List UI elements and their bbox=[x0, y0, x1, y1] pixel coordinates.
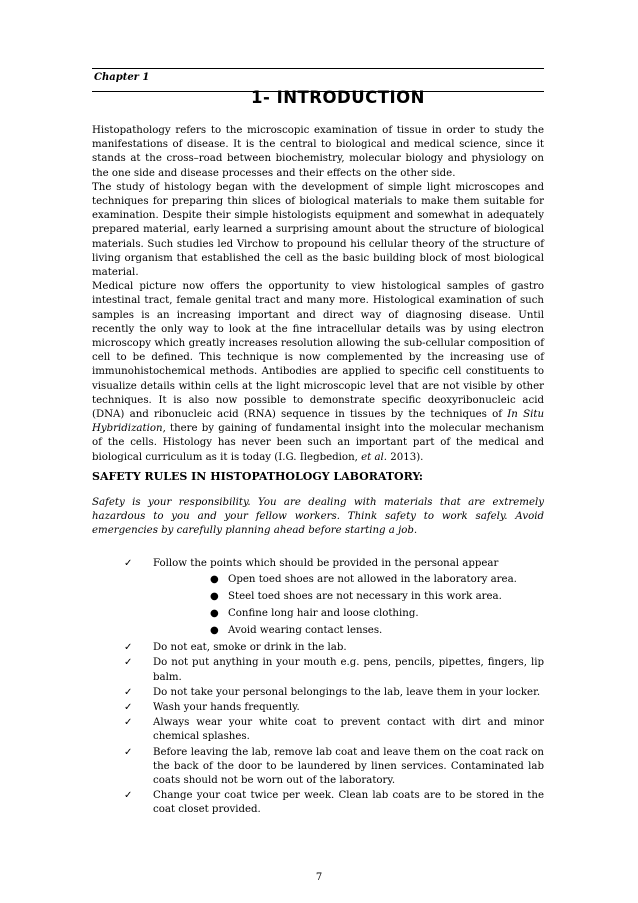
sub-item-text: Steel toed shoes are not necessary in this work area. bbox=[228, 591, 502, 603]
check-mark-icon: ✓ bbox=[124, 558, 133, 569]
paragraph-3-part-c: 2013). bbox=[387, 451, 424, 463]
rule-text: Wash your hands frequently. bbox=[153, 702, 300, 714]
bullet-dot-icon: ● bbox=[210, 574, 219, 586]
check-mark-icon: ✓ bbox=[124, 702, 133, 714]
check-mark-icon: ✓ bbox=[124, 717, 133, 729]
sub-list-item bbox=[153, 573, 544, 587]
paragraph-3 bbox=[92, 280, 544, 465]
safety-rules-list bbox=[124, 557, 544, 819]
et-al-term: et al. bbox=[361, 451, 388, 463]
bullet-dot-icon: ● bbox=[210, 608, 219, 620]
rule-text: Do not take your personal belongings to the lab, leave them in your locker. bbox=[153, 686, 541, 698]
sub-item-text: Avoid wearing contact lenses. bbox=[228, 625, 383, 637]
rule-text: Change your coat twice per week. Clean lab coats are to be stored in the coat closet provided. bbox=[153, 790, 544, 816]
sub-item-text: Open toed shoes are not allowed in the laboratory area. bbox=[228, 574, 517, 586]
in-situ-hybridization-term: In Situ Hybridization bbox=[92, 409, 544, 435]
sub-list-item bbox=[153, 607, 544, 621]
sub-item-text: Confine long hair and loose clothing. bbox=[228, 608, 419, 620]
check-mark-icon: ✓ bbox=[124, 657, 133, 669]
list-item bbox=[124, 701, 544, 715]
rule-text: Always wear your white coat to prevent contact with dirt and minor chemical splashes. bbox=[153, 717, 544, 743]
sub-list bbox=[153, 573, 544, 638]
rule-text: Before leaving the lab, remove lab coat and leave them on the coat rack on the back of the door to be laundered by linen services. Contaminated lab coats should not be worn out of the laboratory. bbox=[153, 746, 544, 787]
list-item bbox=[124, 656, 544, 684]
page-title: 1- INTRODUCTION bbox=[251, 88, 425, 107]
paragraph-3-part-a: Medical picture now offers the opportunity to view histological samples of gastro intestinal tract, female genital tract and many more. Histological examination of such samples is an increasing important and direct way of diagnosing disease. Until recently the only way to look at the fine intracellular details was by using electron microscopy which greatly increases resolution allowing the sub-cellular composition of cell to be defined. This technique is now complemented by the increasing use of immunohistochemical methods. Antibodies are applied to specific cell constituents to visualize details within cells at the light microscopic level that are not visible by other techniques. It is also now possible to demonstrate specific deoxyribonucleic acid (DNA) and ribonucleic acid (RNA) sequence in tissues by the techniques of bbox=[92, 281, 544, 421]
rule-text: Follow the points which should be provided in the personal appear bbox=[153, 558, 499, 569]
check-mark-icon: ✓ bbox=[124, 790, 133, 802]
paragraph-3-part-b: , there by gaining of fundamental insight into the molecular mechanism of the cells. Histology has never been such an important part of the medical and biological curriculum as it is today (I.G. Ilegbedion, bbox=[92, 423, 544, 463]
paragraph-2: The study of histology began with the development of simple light microscopes and techniques for preparing thin slices of biological materials to make them suitable for examination. Despite their simple histologists equipment and somewhat in adequately prepared material, early learned a surprising amount about the structure of biological materials. Such studies led Virchow to propound his cellular theory of the structure of living organism that established the cell as the basic building block of most biological material. bbox=[92, 181, 544, 279]
sub-list-item bbox=[153, 590, 544, 604]
chapter-label: Chapter 1 bbox=[94, 72, 150, 83]
list-item bbox=[124, 789, 544, 817]
bullet-dot-icon: ● bbox=[210, 625, 219, 637]
list-item bbox=[124, 746, 544, 789]
page-number: 7 bbox=[315, 872, 323, 883]
safety-heading: SAFETY RULES IN HISTOPATHOLOGY LABORATORY: bbox=[92, 470, 423, 483]
sub-list-item bbox=[153, 624, 544, 638]
list-item bbox=[124, 686, 544, 700]
bullet-dot-icon: ● bbox=[210, 591, 219, 603]
body-text bbox=[92, 124, 544, 465]
list-item bbox=[124, 557, 544, 638]
rule-text: Do not put anything in your mouth e.g. pens, pencils, pipettes, fingers, lip balm. bbox=[153, 657, 544, 683]
check-mark-icon: ✓ bbox=[124, 746, 133, 758]
check-mark-icon: ✓ bbox=[124, 686, 133, 698]
safety-intro: Safety is your responsibility. You are dealing with materials that are extremely hazardous to you and your fellow workers. Think safety to work safely. Avoid emergencies by carefully planning ahead before starting a job. bbox=[92, 497, 544, 537]
rule-text: Do not eat, smoke or drink in the lab. bbox=[153, 642, 347, 654]
paragraph-1: Histopathology refers to the microscopic examination of tissue in order to study the manifestations of disease. It is the central to biological and medical science, since it stands at the cross–road between biochemistry, molecular biology and physiology on the one side and disease processes and their effects on the other side. bbox=[92, 125, 544, 179]
list-item bbox=[124, 716, 544, 744]
list-item bbox=[124, 641, 544, 655]
check-mark-icon: ✓ bbox=[124, 642, 133, 654]
